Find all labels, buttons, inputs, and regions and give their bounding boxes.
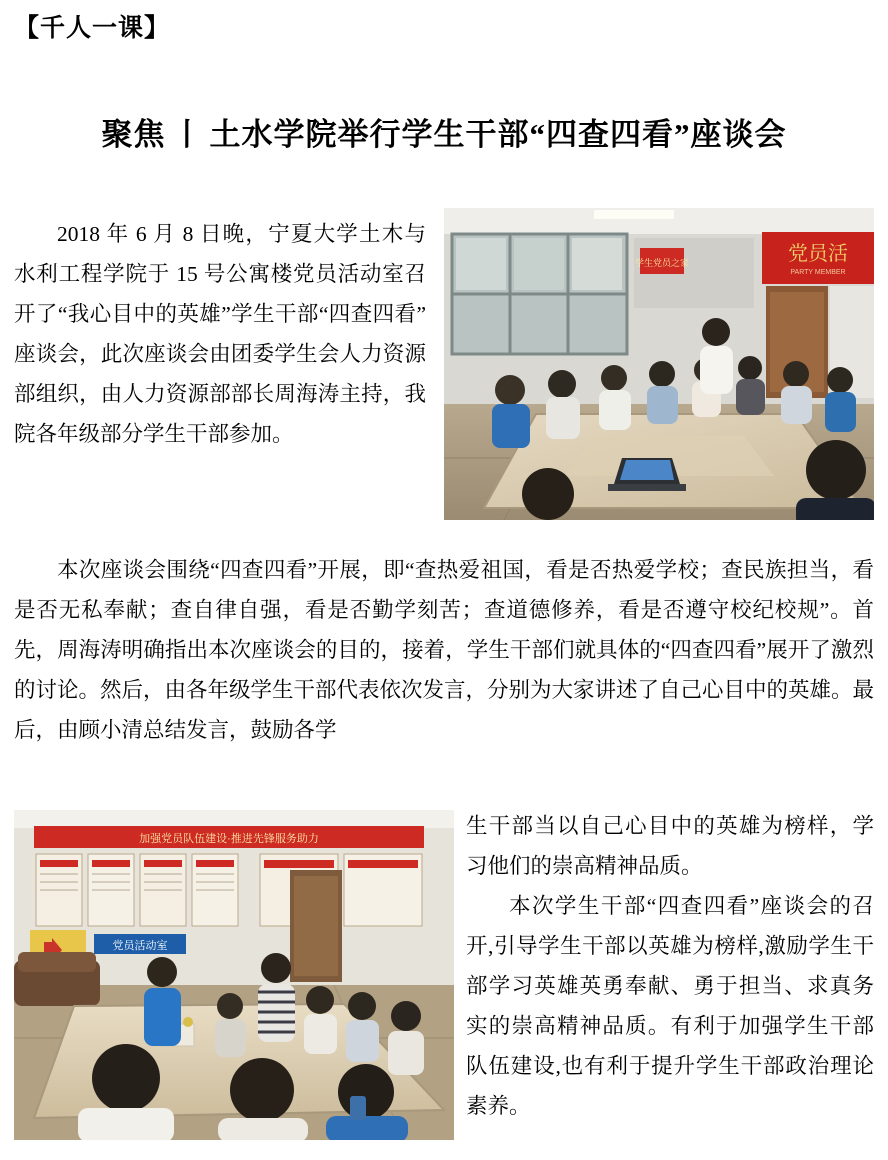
meeting-room-photo-top [444,208,874,520]
article-paragraph-3: 生干部当以自己心目中的英雄为榜样，学习他们的崇高精神品质。 [466,813,874,878]
title-rest: 土水学院举行学生干部“四查四看”座谈会 [209,116,787,152]
page-title [0,109,888,154]
svg-text:党员活: 党员活 [788,243,848,265]
svg-text:党员活动室: 党员活动室 [112,940,168,952]
svg-text:加强党员队伍建设·推进先锋服务助力: 加强党员队伍建设·推进先锋服务助力 [139,833,319,845]
article-paragraph-1: 2018 年 6 月 8 日晚，宁夏大学土木与水利工程学院于 15 号公寓楼党员活动室召开了“我心目中的英雄”学生干部“四查四看”座谈会，此次座谈会由团委学生会人力资源部组织，由人力资源部部长周海涛主持，我院各年级部分学生干部参加。 [14,221,426,446]
title-main: 聚焦 [101,116,166,152]
svg-text:学生党员之家: 学生党员之家 [634,258,690,268]
article-kicker: 【千人一课】 [14,15,171,42]
article-paragraph-4: 本次学生干部“四查四看”座谈会的召开,引导学生干部以英雄为榜样,激励学生干部学习英雄英勇奉献、勇于担当、求真务实的崇高精神品质。有利于加强学生干部队伍建设,也有利于提升学生干部政治理论素养。 [466,893,874,1118]
svg-text:PARTY MEMBER: PARTY MEMBER [790,269,846,276]
photo-bottom-illustration [14,810,454,1140]
article-paragraph-2: 本次座谈会围绕“四查四看”开展，即“查热爱祖国，看是否热爱学校；查民族担当，看是否无私奉献；查自律自强，看是否勤学刻苦；查道德修养，看是否遵守校纪校规”。首先，周海涛明确指出本次座谈会的目的，接着，学生干部们就具体的“四查四看”展开了激烈的讨论。然后，由各年级学生干部代表依次发言，分别为大家讲述了自己心目中的英雄。最后，由顾小清总结发言，鼓励各学 [14,557,875,742]
title-separator: 丨 [171,116,204,152]
meeting-room-photo-bottom [14,810,454,1140]
photo-top-illustration [444,208,874,520]
